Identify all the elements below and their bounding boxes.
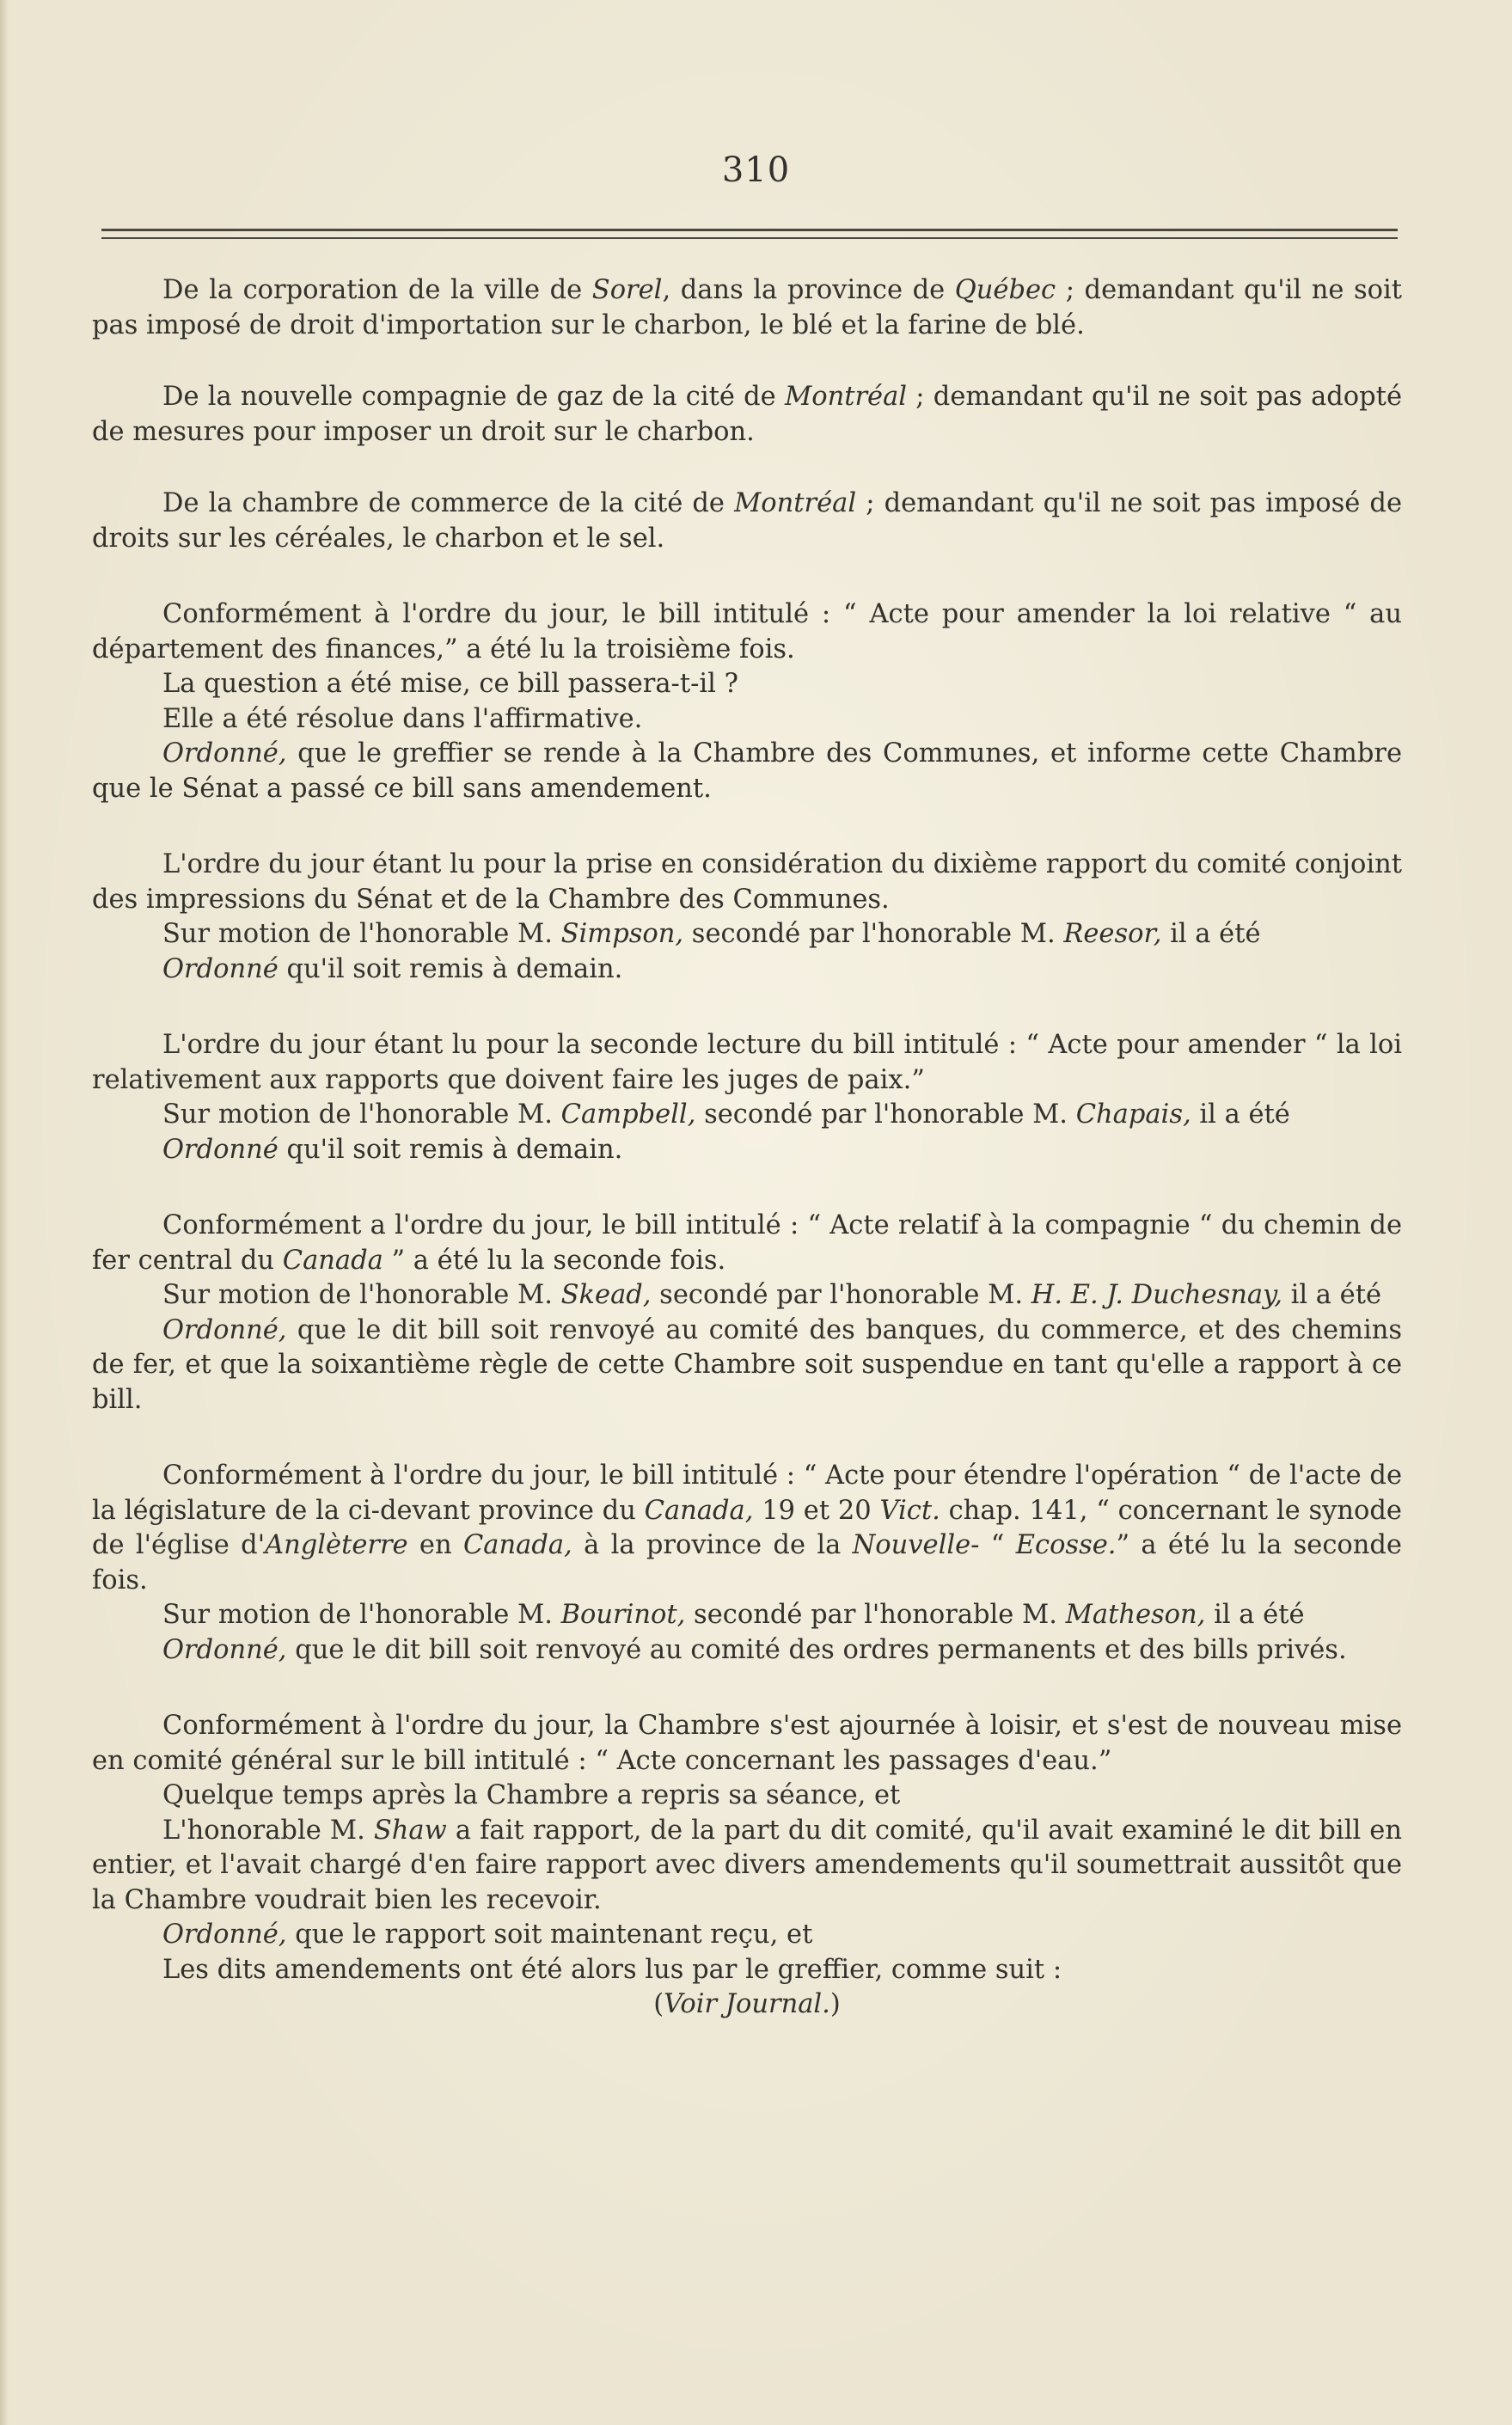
header-rule-thin — [101, 237, 1398, 239]
header-rule-thick — [101, 229, 1398, 231]
synod-bill-motion: Sur motion de l'honorable M. Bourinot, secondé par l'honorable M. Matheson, il a été — [162, 1600, 1305, 1630]
railway-bill-second-reading: Conformément a l'ordre du jour, le bill intitulé : “ Acte relatif à la compagnie “ du chemin de fer central du Canada ” a été lu la seconde fois. — [92, 1210, 1402, 1276]
finance-bill-question: La question a été mise, ce bill passera-t-il ? — [162, 669, 738, 699]
synod-bill-ordered: Ordonné, que le dit bill soit renvoyé au comité des ordres permanents et des bills privés. — [162, 1634, 1347, 1665]
justices-bill-order: L'ordre du jour étant lu pour la seconde lecture du bill intitulé : “ Acte pour amender “ la loi relativement aux rapports que doivent faire les juges de paix.” — [92, 1030, 1402, 1095]
printing-report-ordered: Ordonné qu'il soit remis à demain. — [162, 953, 623, 984]
ferries-bill-ordered: Ordonné, que le rapport soit maintenant reçu, et — [162, 1920, 813, 1950]
finance-bill-result: Elle a été résolue dans l'affirmative. — [162, 703, 643, 734]
ferries-bill-committee: Conformément à l'ordre du jour, la Chambre s'est ajournée à loisir, et s'est de nouveau mise en comité général sur le bill intitulé : “ Acte concernant les passages d'eau.” — [92, 1711, 1402, 1776]
petition-gas-company: De la nouvelle compagnie de gaz de la cité de Montréal ; demandant qu'il ne soit pas adopté de mesures pour imposer un droit sur le charbon. — [92, 382, 1402, 447]
finance-bill-order: Ordonné, que le greffier se rende à la Chambre des Communes, et informe cette Chambre que le Sénat a passé ce bill sans amendement. — [92, 738, 1402, 804]
petition-chamber-of-commerce: De la chambre de commerce de la cité de Montréal ; demandant qu'il ne soit pas imposé de droits sur les céréales, le charbon et le sel. — [92, 488, 1402, 554]
journal-body — [92, 273, 1402, 2023]
ferries-bill-amendments: Les dits amendements ont été alors lus par le greffier, comme suit : — [162, 1954, 1062, 1985]
printing-report-motion: Sur motion de l'honorable M. Simpson, secondé par l'honorable M. Reesor, il a été — [162, 919, 1261, 949]
page-number: 310 — [721, 150, 791, 190]
page-edge-shadow — [0, 0, 9, 2425]
petition-sorel: De la corporation de la ville de Sorel, dans la province de Québec ; demandant qu'il ne soit pas imposé de droit d'importation sur le charbon, le blé et la farine de blé. — [92, 275, 1402, 340]
see-journal-note: (Voir Journal.) — [653, 1989, 841, 2019]
finance-bill-third-reading: Conformément à l'ordre du jour, le bill intitulé : “ Acte pour amender la loi relative “ au département des finances,” a été lu la troisième fois. — [92, 599, 1402, 664]
justices-bill-ordered: Ordonné qu'il soit remis à demain. — [162, 1134, 623, 1165]
ferries-bill-report: L'honorable M. Shaw a fait rapport, de la part du dit comité, qu'il avait examiné le dit bill en entier, et l'avait chargé d'en faire rapport avec divers amendements qu'il soumettrait aussitôt que la Chambre voudrait bien les recevoir. — [92, 1815, 1403, 1915]
railway-bill-motion: Sur motion de l'honorable M. Skead, secondé par l'honorable M. H. E. J. Duchesnay, il a été — [162, 1280, 1382, 1310]
railway-bill-ordered: Ordonné, que le dit bill soit renvoyé au comité des banques, du commerce, et des chemins de fer, et que la soixantième règle de cette Chambre soit suspendue en tant qu'elle a rapport à ce bill. — [92, 1314, 1402, 1415]
justices-bill-motion: Sur motion de l'honorable M. Campbell, secondé par l'honorable M. Chapais, il a été — [162, 1099, 1290, 1130]
printing-report-order: L'ordre du jour étant lu pour la prise en considération du dixième rapport du comité conjoint des impressions du Sénat et de la Chambre des Communes. — [92, 849, 1402, 915]
ferries-bill-resumed: Quelque temps après la Chambre a repris sa séance, et — [162, 1780, 901, 1810]
synod-bill-second-reading: Conformément à l'ordre du jour, le bill intitulé : “ Acte pour étendre l'opération “ de l'acte de la législature de la ci-devant province du Canada, 19 et 20 Vict. chap. 141, “ concernant le synode de l'église d'Anglèterre en Canada, à la province de la Nouvelle- “ Ecosse.” a été lu la seconde fois. — [92, 1461, 1402, 1595]
